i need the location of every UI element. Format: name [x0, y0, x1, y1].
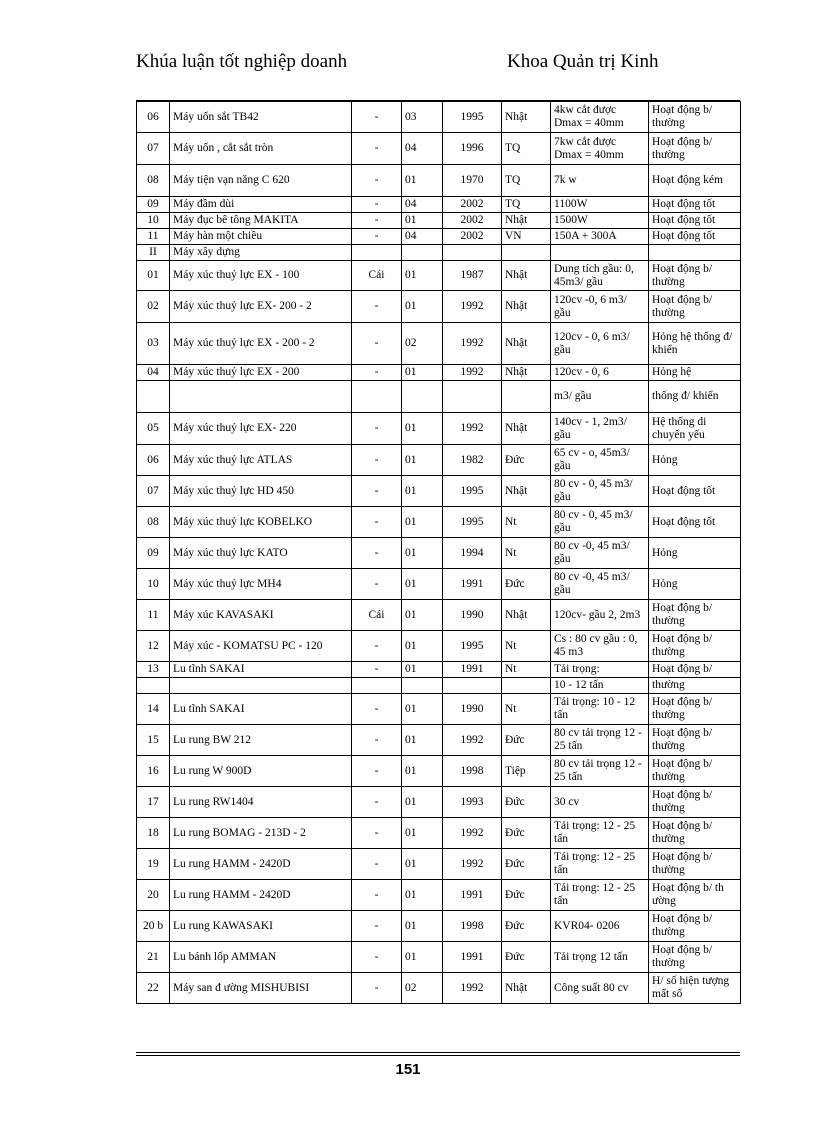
cell-qty: 01: [402, 600, 443, 631]
cell-unit: -: [352, 323, 402, 365]
cell-qty: 04: [402, 197, 443, 213]
cell-name: Lu tĩnh SAKAI: [170, 694, 352, 725]
cell-year: 1990: [443, 600, 502, 631]
cell-stt: 10: [137, 213, 170, 229]
cell-status: Hoạt động b/ thường: [649, 756, 741, 787]
cell-year: 2002: [443, 229, 502, 245]
table-row: [137, 323, 741, 365]
cell-name: Máy tiện vạn năng C 620: [170, 165, 352, 197]
cell-qty: 03: [402, 102, 443, 133]
cell-origin: Đức: [502, 911, 551, 942]
cell-qty: 01: [402, 694, 443, 725]
cell-stt: 12: [137, 631, 170, 662]
cell-year: 2002: [443, 213, 502, 229]
cell-origin: Nhật: [502, 213, 551, 229]
cell-year: 1991: [443, 880, 502, 911]
cell-stt: 01: [137, 261, 170, 291]
cell-qty: 01: [402, 818, 443, 849]
cell-stt: 09: [137, 197, 170, 213]
cell-unit: [352, 678, 402, 694]
cell-spec: Dung tích gầu: 0, 45m3/ gầu: [551, 261, 649, 291]
cell-spec: 80 cv -0, 45 m3/ gầu: [551, 538, 649, 569]
cell-name: [170, 381, 352, 413]
cell-year: 1995: [443, 631, 502, 662]
cell-status: thường: [649, 678, 741, 694]
cell-name: Máy xúc thuỷ lực ATLAS: [170, 445, 352, 476]
cell-qty: 01: [402, 942, 443, 973]
cell-origin: Nhật: [502, 600, 551, 631]
cell-status: Hoạt động tốt: [649, 507, 741, 538]
cell-year: 1995: [443, 102, 502, 133]
cell-stt: 06: [137, 102, 170, 133]
table-row: [137, 631, 741, 662]
cell-status: Hoạt động b/ thường: [649, 911, 741, 942]
cell-status: thống đ/ khiển: [649, 381, 741, 413]
cell-status: Hoạt động b/ thường: [649, 102, 741, 133]
cell-year: 1996: [443, 133, 502, 165]
cell-qty: 01: [402, 538, 443, 569]
cell-stt: 05: [137, 413, 170, 445]
cell-year: 1995: [443, 507, 502, 538]
cell-unit: -: [352, 756, 402, 787]
table-row: [137, 476, 741, 507]
cell-name: Máy xúc - KOMATSU PC - 120: [170, 631, 352, 662]
cell-name: Máy xúc thuỷ lực KATO: [170, 538, 352, 569]
cell-year: 1987: [443, 261, 502, 291]
cell-stt: 13: [137, 662, 170, 678]
cell-stt: [137, 381, 170, 413]
cell-status: [649, 245, 741, 261]
cell-name: Máy xúc thuỷ lực EX - 100: [170, 261, 352, 291]
cell-status: Hoạt động b/ thường: [649, 849, 741, 880]
cell-unit: -: [352, 911, 402, 942]
cell-name: Máy uốn , cắt sắt tròn: [170, 133, 352, 165]
cell-name: Máy xúc thuỷ lực EX- 220: [170, 413, 352, 445]
cell-status: Hoạt động b/ thường: [649, 787, 741, 818]
cell-spec: 7kw cắt được Dmax = 40mm: [551, 133, 649, 165]
cell-unit: -: [352, 880, 402, 911]
cell-year: [443, 381, 502, 413]
cell-unit: -: [352, 849, 402, 880]
cell-origin: Nhật: [502, 476, 551, 507]
cell-spec: 1500W: [551, 213, 649, 229]
cell-origin: Đức: [502, 787, 551, 818]
cell-stt: 20 b: [137, 911, 170, 942]
cell-stt: 04: [137, 365, 170, 381]
cell-year: 1995: [443, 476, 502, 507]
table-row: [137, 694, 741, 725]
cell-stt: 09: [137, 538, 170, 569]
cell-stt: 19: [137, 849, 170, 880]
cell-spec: 1100W: [551, 197, 649, 213]
cell-name: Lu rung HAMM - 2420D: [170, 849, 352, 880]
cell-unit: -: [352, 133, 402, 165]
cell-year: 1982: [443, 445, 502, 476]
cell-qty: 01: [402, 476, 443, 507]
cell-unit: -: [352, 973, 402, 1004]
cell-spec: 80 cv tải trọng 12 - 25 tấn: [551, 725, 649, 756]
cell-name: Máy xúc KAVASAKI: [170, 600, 352, 631]
cell-spec: Cs : 80 cv gầu : 0, 45 m3: [551, 631, 649, 662]
cell-status: Hoạt động b/ thường: [649, 291, 741, 323]
cell-unit: -: [352, 365, 402, 381]
cell-spec: [551, 245, 649, 261]
cell-stt: 10: [137, 569, 170, 600]
cell-status: Hoạt động kém: [649, 165, 741, 197]
cell-year: 1990: [443, 694, 502, 725]
cell-qty: 01: [402, 261, 443, 291]
cell-origin: Nhật: [502, 323, 551, 365]
cell-name: Máy san đ ường MISHUBISI: [170, 973, 352, 1004]
cell-year: 1992: [443, 413, 502, 445]
cell-origin: Nt: [502, 694, 551, 725]
cell-stt: 22: [137, 973, 170, 1004]
cell-name: Máy xúc thuỷ lực EX - 200 - 2: [170, 323, 352, 365]
cell-unit: -: [352, 413, 402, 445]
cell-name: Lu tĩnh SAKAI: [170, 662, 352, 678]
cell-unit: -: [352, 213, 402, 229]
cell-unit: -: [352, 445, 402, 476]
cell-qty: 01: [402, 413, 443, 445]
table-row: [137, 973, 741, 1004]
table-row: [137, 818, 741, 849]
cell-unit: Cái: [352, 600, 402, 631]
table-row: [137, 756, 741, 787]
cell-qty: 01: [402, 631, 443, 662]
cell-name: Lu rung HAMM - 2420D: [170, 880, 352, 911]
cell-name: Máy xúc thuỷ lực EX- 200 - 2: [170, 291, 352, 323]
table-row: [137, 413, 741, 445]
cell-status: Hỏng: [649, 569, 741, 600]
cell-qty: 01: [402, 445, 443, 476]
cell-status: Hoạt động b/ thường: [649, 942, 741, 973]
cell-origin: Nhật: [502, 365, 551, 381]
cell-stt: 03: [137, 323, 170, 365]
cell-stt: 07: [137, 476, 170, 507]
cell-origin: TQ: [502, 197, 551, 213]
cell-unit: -: [352, 725, 402, 756]
cell-spec: 120cv- gầu 2, 2m3: [551, 600, 649, 631]
table-row: [137, 197, 741, 213]
cell-year: [443, 245, 502, 261]
cell-year: 1991: [443, 662, 502, 678]
cell-spec: 140cv - 1, 2m3/ gầu: [551, 413, 649, 445]
table-row: [137, 538, 741, 569]
cell-name: Máy xúc thuỷ lực KOBELKO: [170, 507, 352, 538]
cell-unit: -: [352, 291, 402, 323]
cell-stt: 07: [137, 133, 170, 165]
cell-year: 1992: [443, 323, 502, 365]
cell-unit: -: [352, 476, 402, 507]
cell-year: 1998: [443, 756, 502, 787]
cell-origin: TQ: [502, 165, 551, 197]
cell-name: Lu rung BOMAG - 213D - 2: [170, 818, 352, 849]
cell-name: Lu rung KAWASAKI: [170, 911, 352, 942]
cell-status: Hỏng: [649, 538, 741, 569]
cell-origin: [502, 678, 551, 694]
cell-year: 1993: [443, 787, 502, 818]
table-row: [137, 725, 741, 756]
cell-stt: 14: [137, 694, 170, 725]
cell-status: Hoạt động b/: [649, 662, 741, 678]
equipment-table: [136, 101, 741, 1004]
cell-year: 1970: [443, 165, 502, 197]
cell-spec: Công suất 80 cv: [551, 973, 649, 1004]
cell-origin: [502, 245, 551, 261]
header-right-title: Khoa Quản trị Kinh: [507, 51, 659, 72]
cell-unit: -: [352, 102, 402, 133]
cell-status: Hoạt động b/ thường: [649, 133, 741, 165]
cell-unit: -: [352, 197, 402, 213]
cell-status: Hệ thống di chuyển yếu: [649, 413, 741, 445]
cell-unit: -: [352, 787, 402, 818]
cell-year: 1992: [443, 365, 502, 381]
cell-qty: 01: [402, 569, 443, 600]
cell-status: Hỏng hệ thống đ/ khiển: [649, 323, 741, 365]
cell-unit: -: [352, 229, 402, 245]
cell-year: 1992: [443, 973, 502, 1004]
cell-status: Hoạt động tốt: [649, 476, 741, 507]
cell-qty: 01: [402, 365, 443, 381]
cell-origin: Đức: [502, 445, 551, 476]
cell-spec: Tải trọng: 12 - 25 tấn: [551, 880, 649, 911]
cell-qty: 02: [402, 323, 443, 365]
cell-unit: -: [352, 662, 402, 678]
cell-origin: VN: [502, 229, 551, 245]
cell-qty: 01: [402, 787, 443, 818]
cell-unit: -: [352, 694, 402, 725]
cell-origin: Đức: [502, 880, 551, 911]
cell-unit: -: [352, 942, 402, 973]
cell-spec: 4kw cắt được Dmax = 40mm: [551, 102, 649, 133]
cell-qty: 01: [402, 291, 443, 323]
cell-name: Lu bánh lốp AMMAN: [170, 942, 352, 973]
cell-origin: Đức: [502, 849, 551, 880]
cell-name: Máy xây dựng: [170, 245, 352, 261]
cell-name: Máy đầm dùi: [170, 197, 352, 213]
table-row: [137, 911, 741, 942]
cell-status: Hoạt động tốt: [649, 213, 741, 229]
table-row: [137, 569, 741, 600]
cell-unit: Cái: [352, 261, 402, 291]
cell-spec: 80 cv - 0, 45 m3/ gầu: [551, 507, 649, 538]
cell-name: Máy xúc thuỷ lực HD 450: [170, 476, 352, 507]
cell-stt: [137, 678, 170, 694]
cell-origin: Đức: [502, 818, 551, 849]
table-row: [137, 880, 741, 911]
table-row: [137, 261, 741, 291]
cell-status: Hoạt động tốt: [649, 229, 741, 245]
cell-origin: Nhật: [502, 291, 551, 323]
cell-origin: Nhật: [502, 261, 551, 291]
cell-origin: Nt: [502, 662, 551, 678]
table-row: [137, 245, 741, 261]
cell-qty: 02: [402, 973, 443, 1004]
cell-status: H/ số hiện tượng mất số: [649, 973, 741, 1004]
table-row: [137, 507, 741, 538]
cell-spec: 80 cv - 0, 45 m3/ gầu: [551, 476, 649, 507]
cell-spec: m3/ gầu: [551, 381, 649, 413]
cell-stt: 21: [137, 942, 170, 973]
table-row: [137, 942, 741, 973]
table-row: [137, 165, 741, 197]
table-row: [137, 133, 741, 165]
cell-spec: 150A + 300A: [551, 229, 649, 245]
cell-name: Lu rung RW1404: [170, 787, 352, 818]
cell-status: Hoạt động b/ thường: [649, 631, 741, 662]
cell-spec: Tải trọng:: [551, 662, 649, 678]
cell-qty: [402, 381, 443, 413]
cell-qty: 04: [402, 133, 443, 165]
cell-qty: 01: [402, 662, 443, 678]
table-row: [137, 365, 741, 381]
header-left-title: Khúa luận tốt nghiệp doanh: [136, 51, 348, 72]
cell-qty: 04: [402, 229, 443, 245]
cell-spec: 7k w: [551, 165, 649, 197]
cell-origin: Tiệp: [502, 756, 551, 787]
footer-rule-second: [136, 1055, 740, 1056]
footer-rule: [136, 1052, 740, 1053]
cell-status: Hỏng hệ: [649, 365, 741, 381]
table-row: [137, 849, 741, 880]
cell-year: 1994: [443, 538, 502, 569]
cell-origin: Đức: [502, 942, 551, 973]
cell-qty: 01: [402, 213, 443, 229]
cell-qty: 01: [402, 756, 443, 787]
cell-status: Hoạt động b/ thường: [649, 261, 741, 291]
cell-status: Hoạt động b/ thường: [649, 818, 741, 849]
table-row: [137, 678, 741, 694]
table-row: [137, 229, 741, 245]
cell-year: 1992: [443, 849, 502, 880]
cell-origin: Nt: [502, 631, 551, 662]
cell-origin: TQ: [502, 133, 551, 165]
cell-stt: 16: [137, 756, 170, 787]
cell-stt: 08: [137, 165, 170, 197]
cell-name: [170, 678, 352, 694]
cell-unit: [352, 245, 402, 261]
cell-year: 1991: [443, 942, 502, 973]
cell-name: Máy uốn sắt TB42: [170, 102, 352, 133]
cell-qty: 01: [402, 165, 443, 197]
cell-spec: 120cv -0, 6 m3/ gầu: [551, 291, 649, 323]
table-row: [137, 381, 741, 413]
cell-origin: Nhật: [502, 413, 551, 445]
cell-status: Hoạt động tốt: [649, 197, 741, 213]
cell-year: 1992: [443, 291, 502, 323]
cell-year: [443, 678, 502, 694]
cell-stt: 02: [137, 291, 170, 323]
cell-status: Hỏng: [649, 445, 741, 476]
table-row: [137, 600, 741, 631]
cell-spec: Tải trọng: 12 - 25 tấn: [551, 849, 649, 880]
cell-spec: Tải trọng: 10 - 12 tấn: [551, 694, 649, 725]
cell-year: 1992: [443, 725, 502, 756]
cell-unit: -: [352, 631, 402, 662]
cell-stt: 11: [137, 600, 170, 631]
cell-spec: 10 - 12 tấn: [551, 678, 649, 694]
cell-year: 1991: [443, 569, 502, 600]
cell-stt: II: [137, 245, 170, 261]
cell-origin: Nhật: [502, 973, 551, 1004]
cell-name: Lu rung BW 212: [170, 725, 352, 756]
cell-qty: 01: [402, 725, 443, 756]
cell-stt: 17: [137, 787, 170, 818]
cell-spec: 65 cv - o, 45m3/ gầu: [551, 445, 649, 476]
cell-spec: Tải trọng: 12 - 25 tấn: [551, 818, 649, 849]
cell-year: 1992: [443, 818, 502, 849]
table-row: [137, 213, 741, 229]
table-row: [137, 445, 741, 476]
table-row: [137, 787, 741, 818]
cell-spec: 30 cv: [551, 787, 649, 818]
cell-status: Hoạt động b/ th ường: [649, 880, 741, 911]
cell-unit: -: [352, 538, 402, 569]
table-row: [137, 102, 741, 133]
table-row: [137, 662, 741, 678]
table-row: [137, 291, 741, 323]
cell-name: Lu rung W 900D: [170, 756, 352, 787]
cell-origin: Đức: [502, 725, 551, 756]
cell-origin: Nhật: [502, 102, 551, 133]
cell-stt: 11: [137, 229, 170, 245]
cell-stt: 20: [137, 880, 170, 911]
cell-spec: Tải trọng 12 tấn: [551, 942, 649, 973]
cell-name: Máy hàn một chiều: [170, 229, 352, 245]
cell-status: Hoạt động b/ thường: [649, 725, 741, 756]
cell-origin: Nt: [502, 538, 551, 569]
cell-year: 2002: [443, 197, 502, 213]
cell-name: Máy xúc thuỷ lực MH4: [170, 569, 352, 600]
cell-spec: KVR04- 0206: [551, 911, 649, 942]
cell-status: Hoạt động b/ thường: [649, 600, 741, 631]
cell-stt: 15: [137, 725, 170, 756]
cell-qty: [402, 678, 443, 694]
cell-spec: 120cv - 0, 6 m3/ gầu: [551, 323, 649, 365]
cell-spec: 80 cv tải trọng 12 - 25 tấn: [551, 756, 649, 787]
cell-qty: [402, 245, 443, 261]
cell-unit: -: [352, 165, 402, 197]
cell-unit: -: [352, 507, 402, 538]
cell-qty: 01: [402, 849, 443, 880]
cell-origin: [502, 381, 551, 413]
cell-origin: Đức: [502, 569, 551, 600]
cell-name: Máy đục bê tông MAKITA: [170, 213, 352, 229]
cell-qty: 01: [402, 880, 443, 911]
cell-status: Hoạt động b/ thường: [649, 694, 741, 725]
cell-year: 1998: [443, 911, 502, 942]
cell-unit: -: [352, 569, 402, 600]
page-number: 151: [395, 1061, 421, 1078]
cell-stt: 18: [137, 818, 170, 849]
cell-name: Máy xúc thuỷ lực EX - 200: [170, 365, 352, 381]
cell-unit: -: [352, 818, 402, 849]
cell-stt: 06: [137, 445, 170, 476]
cell-origin: Nt: [502, 507, 551, 538]
cell-unit: [352, 381, 402, 413]
cell-spec: 120cv - 0, 6: [551, 365, 649, 381]
cell-spec: 80 cv -0, 45 m3/ gầu: [551, 569, 649, 600]
cell-stt: 08: [137, 507, 170, 538]
cell-qty: 01: [402, 911, 443, 942]
cell-qty: 01: [402, 507, 443, 538]
